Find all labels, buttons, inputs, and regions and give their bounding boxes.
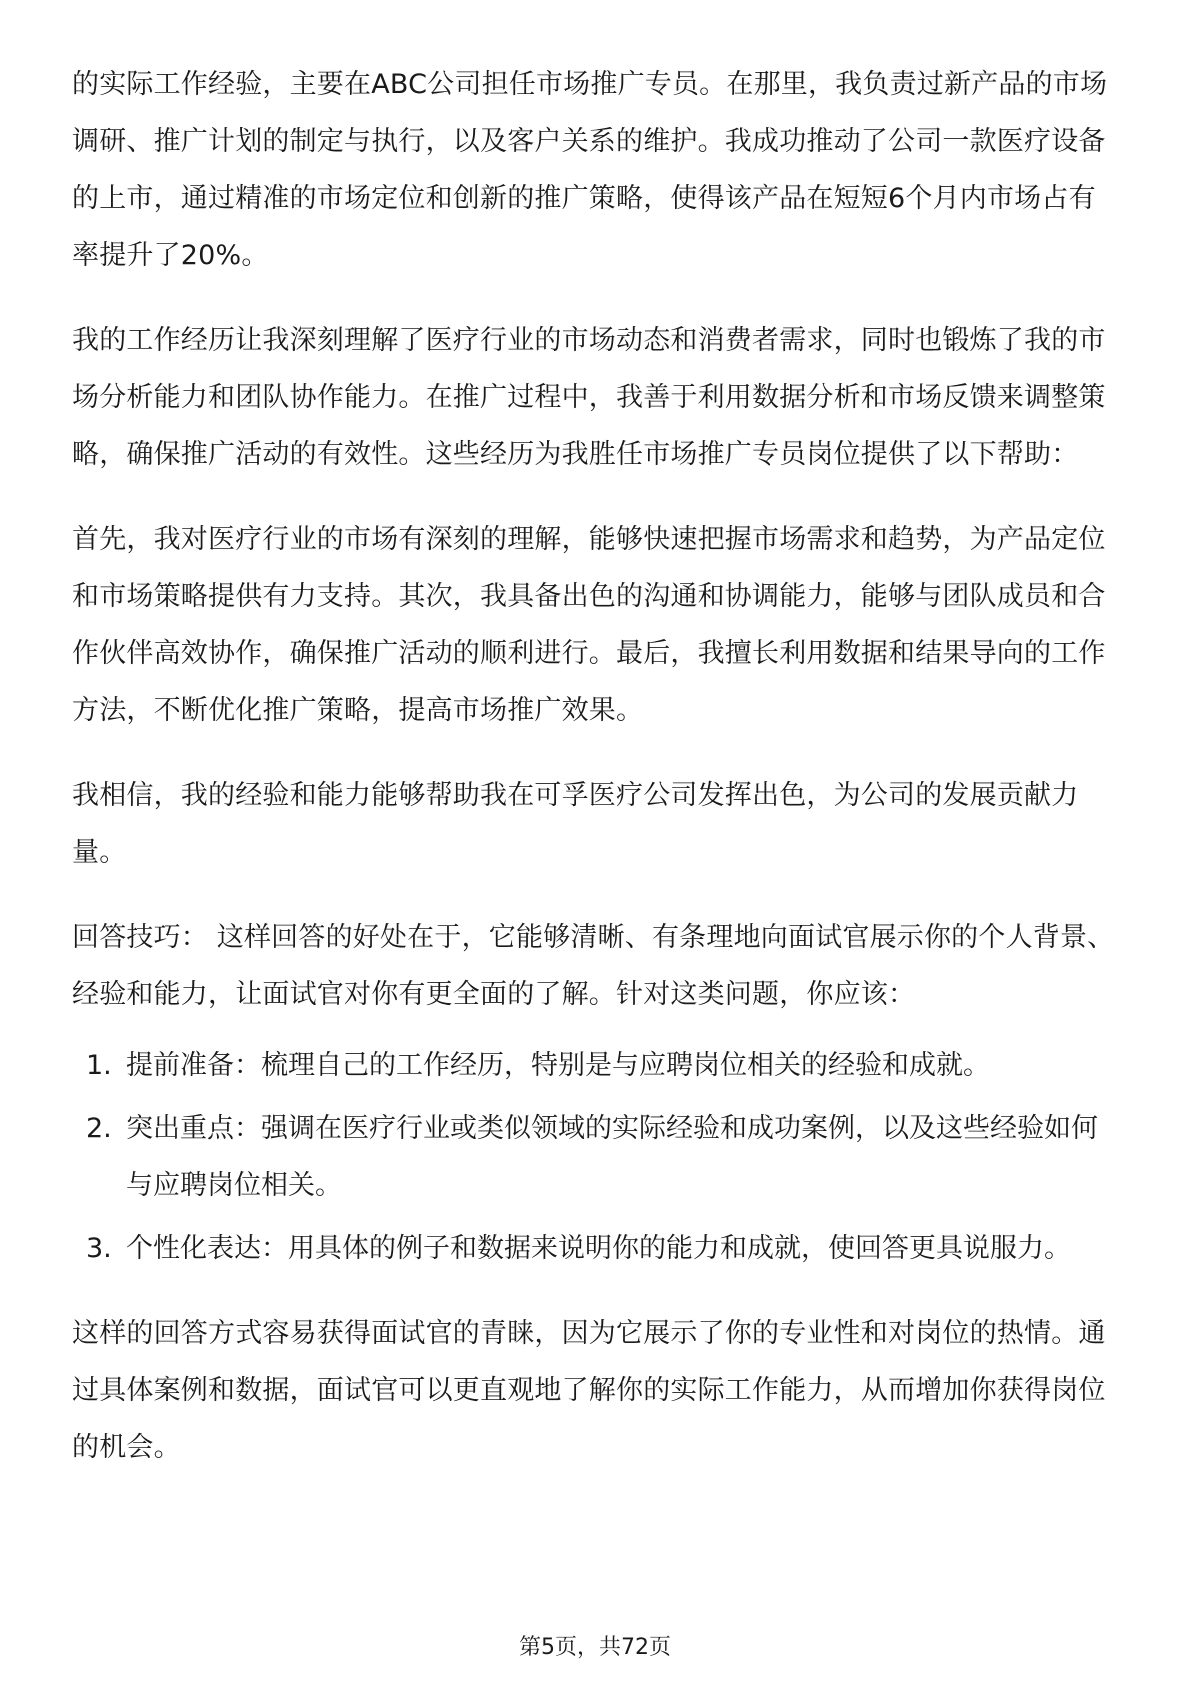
page-number: 第5页，共72页	[519, 1635, 671, 1660]
paragraph-answer-tips: 回答技巧： 这样回答的好处在于，它能够清晰、有条理地向面试官展示你的个人背景、经验和能力，让面试官对你有更全面的了解。针对这类问题，你应该：	[72, 922, 1115, 1010]
list-item-number: 1.	[86, 1050, 112, 1081]
list-item-text: 突出重点：强调在医疗行业或类似领域的实际经验和成功案例，以及这些经验如何与应聘岗位相关。	[126, 1113, 1098, 1201]
paragraph-strengths: 首先，我对医疗行业的市场有深刻的理解，能够快速把握市场需求和趋势，为产品定位和市场策略提供有力支持。其次，我具备出色的沟通和协调能力，能够与团队成员和合作伙伴高效协作，确保推广活动的顺利进行。最后，我擅长利用数据和结果导向的工作方法，不断优化推广策略，提高市场推广效果。	[72, 524, 1106, 726]
list-item	[72, 1100, 1122, 1214]
document-body	[72, 56, 1122, 1476]
list-item	[72, 1220, 1122, 1277]
list-item	[72, 1037, 1122, 1094]
paragraph-work-history: 我的工作经历让我深刻理解了医疗行业的市场动态和消费者需求，同时也锻炼了我的市场分析能力和团队协作能力。在推广过程中，我善于利用数据分析和市场反馈来调整策略，确保推广活动的有效性。这些经历为我胜任市场推广专员岗位提供了以下帮助：	[72, 325, 1106, 470]
list-item-text: 个性化表达：用具体的例子和数据来说明你的能力和成就，使回答更具说服力。	[126, 1233, 1071, 1264]
tips-list	[72, 1037, 1122, 1277]
list-item-number: 3.	[86, 1233, 112, 1264]
paragraph-conclusion: 我相信，我的经验和能力能够帮助我在可孚医疗公司发挥出色，为公司的发展贡献力量。	[72, 780, 1079, 868]
paragraph-summary: 这样的回答方式容易获得面试官的青睐，因为它展示了你的专业性和对岗位的热情。通过具体案例和数据，面试官可以更直观地了解你的实际工作能力，从而增加你获得岗位的机会。	[72, 1318, 1106, 1463]
paragraph-experience: 的实际工作经验，主要在ABC公司担任市场推广专员。在那里，我负责过新产品的市场调研、推广计划的制定与执行，以及客户关系的维护。我成功推动了公司一款医疗设备的上市，通过精准的市场定位和创新的推广策略，使得该产品在短短6个月内市场占有率提升了20%。	[72, 69, 1108, 271]
list-item-number: 2.	[86, 1113, 112, 1144]
list-item-text: 提前准备：梳理自己的工作经历，特别是与应聘岗位相关的经验和成就。	[126, 1050, 990, 1081]
